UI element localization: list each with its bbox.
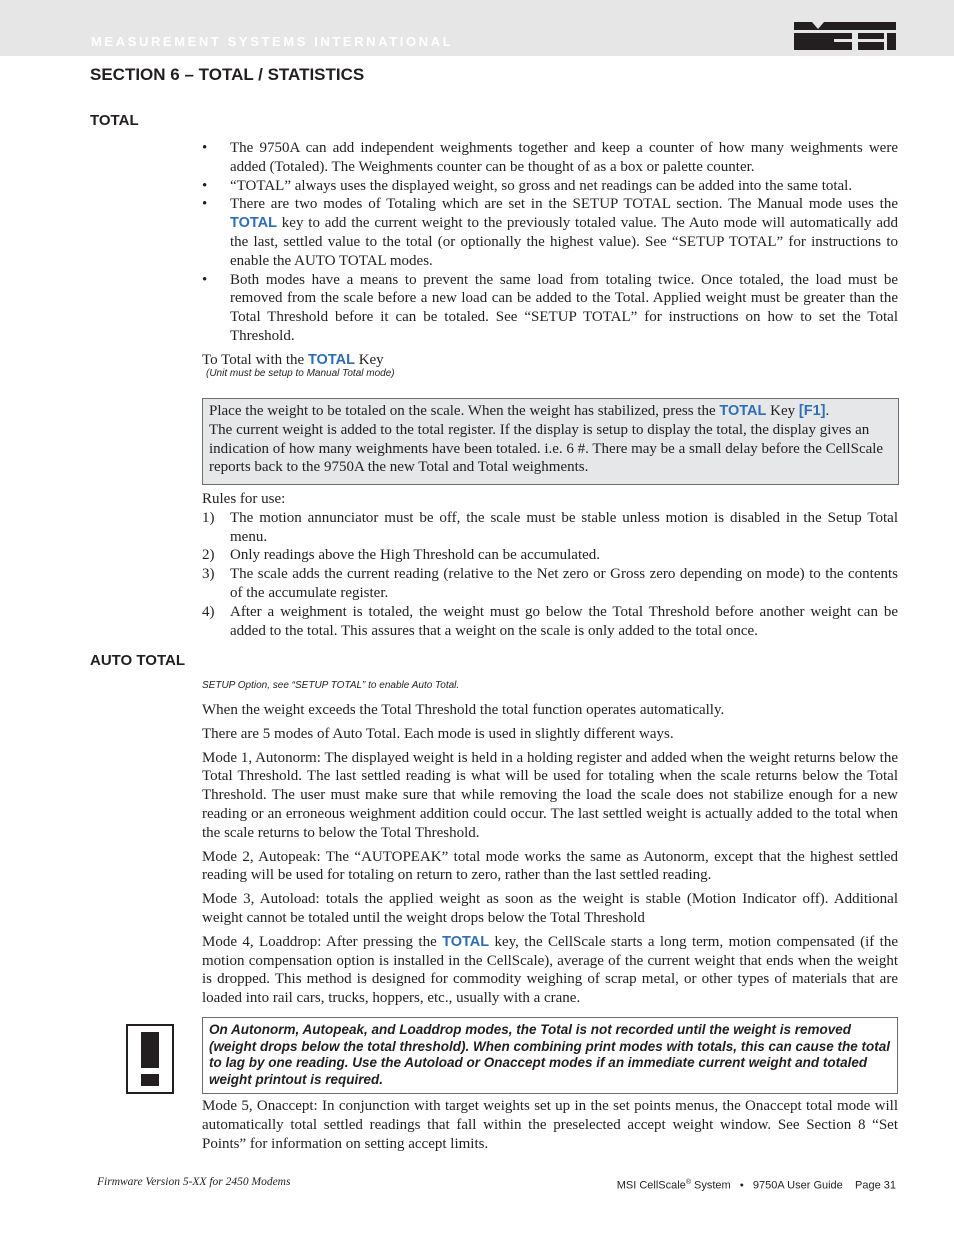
list-item <box>202 195 898 270</box>
mode-3-paragraph: Mode 3, Autoload: totals the applied weight as soon as the weight is stable (Motion Indicator off). Additional weight cannot be totaled until the weight drops below the Total Threshold <box>202 891 898 926</box>
bullet-text: There are two modes of Totaling which are set in the SETUP TOTAL section. The Manual mode uses the <box>230 196 898 213</box>
bullet-text: Both modes have a means to prevent the same load from totaling twice. Once totaled, the load must be removed from the scale before a new load can be added to the Total. Applied weight must be greater than the Total Threshold before it can be totaled. See “SETUP TOTAL” for instructions on how to set the Total Threshold. <box>230 271 898 344</box>
footer-guide-page: System • 9750A User Guide Page 31 <box>690 1179 896 1192</box>
list-item <box>202 565 898 603</box>
header-bar <box>0 0 954 56</box>
auto-total-setup-note: SETUP Option, see “SETUP TOTAL” to enable Auto Total. <box>202 680 460 691</box>
rules-block <box>202 490 898 640</box>
company-name: MEASUREMENT SYSTEMS INTERNATIONAL <box>91 34 454 49</box>
list-item <box>202 603 898 641</box>
msi-logo-icon <box>794 22 896 50</box>
mode-5-block <box>202 1097 898 1158</box>
registered-mark: ® <box>685 1179 691 1186</box>
procedure-text: Place the weight to be totaled on the scale. When the weight has stabilized, press the <box>209 403 720 419</box>
mode-2-paragraph: Mode 2, Autopeak: The “AUTOPEAK” total mode works the same as Autonorm, except that the highest settled reading will be used for totaling on return to zero, rather than the last settled reading. <box>202 848 898 884</box>
mode-1-paragraph: Mode 1, Autonorm: The displayed weight is held in a holding register and added when the weight returns below the Total Threshold. The last settled reading is what will be used for totaling when the scale returns below the Total Threshold. The user must make sure that while removing the load the scale does not stabilize enough for a new reading or an erroneous weighment addition could occur. The last settled weight is actually added to the total when the scale returns to below the Total Threshold. <box>202 749 898 841</box>
procedure-line-1 <box>209 402 892 421</box>
rule-number: 3) <box>202 566 215 583</box>
mode-5-paragraph: Mode 5, Onaccept: In conjunction with target weights set up in the set points menus, the Onaccept total mode will automatically total settled readings that fall within the preselected accept weight window. See Section 8 “Set Points” for information on setting accept limits. <box>202 1098 898 1152</box>
to-total-text: To Total with the <box>202 352 308 368</box>
rule-text: After a weighment is totaled, the weight must go below the Total Threshold before another weight can be added to the total. This assures that a weight on the scale is only added to the total once. <box>230 603 898 639</box>
procedure-text: . <box>825 403 830 419</box>
bullet-text: The 9750A can add independent weighments together and keep a counter of how many weighments were added (Totaled). The Weighments counter can be thought of as a box or palette counter. <box>230 140 898 175</box>
procedure-box <box>202 398 899 485</box>
auto-total-p1: When the weight exceeds the Total Threshold the total function operates automatically. <box>202 702 725 718</box>
list-item <box>202 139 898 177</box>
footer-firmware: Firmware Version 5-XX for 2450 Modems <box>97 1176 291 1188</box>
list-item <box>202 546 898 565</box>
warning-box: On Autonorm, Autopeak, and Loaddrop modes, the Total is not recorded until the weight is removed (weight drops below the total threshold). When combining print modes with totals, this can cause the total to lag by one reading. Use the Autoload or Onaccept modes if an immediate current weight and totaled weight printout is required. <box>202 1017 898 1094</box>
auto-total-heading: AUTO TOTAL <box>90 652 185 669</box>
rule-number: 4) <box>202 603 215 620</box>
bullet-mark: • <box>202 177 208 194</box>
total-key-label: TOTAL <box>230 215 277 232</box>
total-key-label: TOTAL <box>719 403 767 419</box>
mode-4-paragraph <box>202 933 898 1008</box>
bullet-mark: • <box>202 271 208 288</box>
section-title: SECTION 6 – TOTAL / STATISTICS <box>90 65 365 84</box>
auto-total-p2: There are 5 modes of Auto Total. Each mode is used in slightly different ways. <box>202 725 674 742</box>
procedure-line-2: The current weight is added to the total register. If the display is setup to display the total, the display gives an indication of how many weighments have been totaled. i.e. 6 #. There may be a small delay before the CellScale reports back to the 9750A the new Total and Total weighments. <box>209 421 884 476</box>
bullet-text: “TOTAL” always uses the displayed weight, so gross and net readings can be added into the same total. <box>230 177 853 194</box>
to-total-text: Key <box>354 352 384 368</box>
to-total-line <box>202 351 898 370</box>
rule-text: Only readings above the High Threshold can be accumulated. <box>230 547 601 564</box>
total-key-label: TOTAL <box>442 933 490 950</box>
footer-brand: MSI CellScale <box>616 1179 686 1192</box>
rule-number: 2) <box>202 547 215 564</box>
procedure-text: Key <box>766 403 799 419</box>
footer-page-info <box>617 1179 896 1192</box>
bullet-mark: • <box>202 140 208 156</box>
list-item <box>202 509 898 547</box>
rule-number: 1) <box>202 509 215 526</box>
rule-text: The scale adds the current reading (relative to the Net zero or Gross zero depending on mode) to the contents of the accumulate register. <box>230 566 898 601</box>
total-intro <box>202 139 898 346</box>
total-bullet-list <box>202 139 898 346</box>
list-item <box>202 177 898 196</box>
auto-total-body <box>202 701 898 1013</box>
rule-text: The motion annunciator must be off, the scale must be stable unless motion is disabled in the Setup Total menu. <box>230 509 898 545</box>
mode-4-text: Mode 4, Loaddrop: After pressing the <box>202 933 443 950</box>
warning-exclamation-icon <box>126 1024 174 1094</box>
rules-list <box>202 509 898 641</box>
f1-key-label: [F1] <box>798 403 826 419</box>
list-item <box>202 271 898 346</box>
bullet-mark: • <box>202 196 208 213</box>
manual-mode-note: (Unit must be setup to Manual Total mode) <box>206 368 395 379</box>
bullet-text: key to add the current weight to the previously totaled value. The Auto mode will automatically add the last, settled value to the total (or optionally the highest value). See “SETUP TOTAL” for instructions to enable the AUTO TOTAL modes. <box>230 215 898 269</box>
total-heading: TOTAL <box>90 112 139 129</box>
rules-intro: Rules for use: <box>202 491 286 507</box>
mode-4-text: key, the CellScale starts a long term, motion compensated (if the motion compensation option is installed in the CellScale), average of the current weight that ends when the weight is dropped. This method is designed for commodity weighing of scrap metal, or other types of materials that are loaded into rail cars, trucks, hoppers, etc., usually with a crane. <box>202 933 898 1007</box>
total-key-label: TOTAL <box>307 352 355 368</box>
